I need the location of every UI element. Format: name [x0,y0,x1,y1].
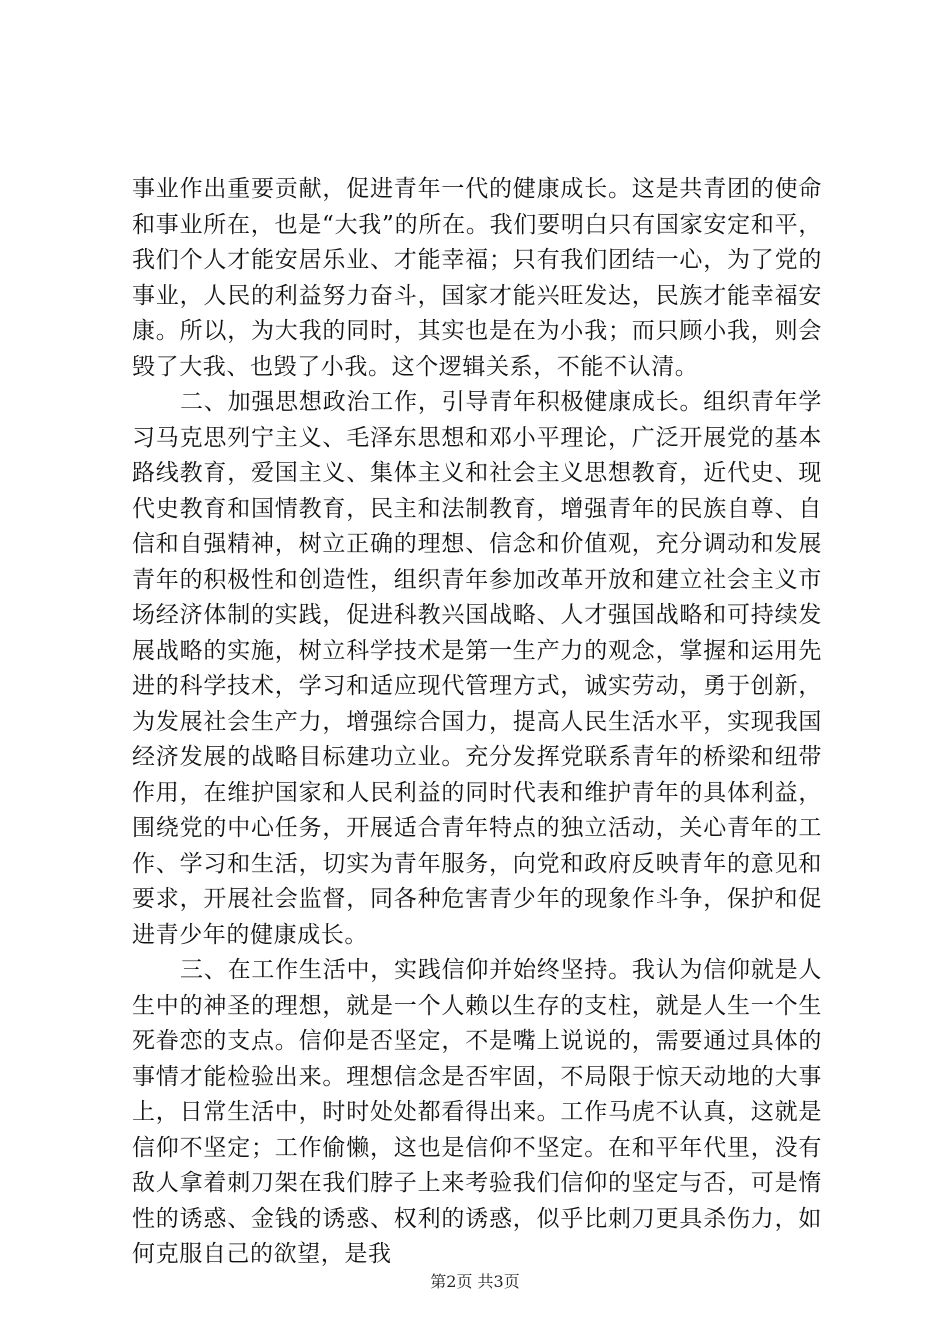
page-number-footer: 第2页 共3页 [430,1272,520,1291]
paragraph-continuation: 事业作出重要贡献，促进青年一代的健康成长。这是共青团的使命和事业所在，也是“大我”的所在。我们要明白只有国家安定和平，我们个人才能安居乐业、才能幸福；只有我们团结一心，为了党的事业，人民的利益努力奋斗，国家才能兴旺发达，民族才能幸福安康。所以，为大我的同时，其实也是在为小我；而只顾小我，则会毁了大我、也毁了小我。这个逻辑关系，不能不认清。 [132,176,822,380]
paragraph-section-two: 二、加强思想政治工作，引导青年积极健康成长。组织青年学习马克思列宁主义、毛泽东思想和邓小平理论，广泛开展党的基本路线教育，爱国主义、集体主义和社会主义思想教育，近代史、现代史教育和国情教育，民主和法制教育，增强青年的民族自尊、自信和自强精神，树立正确的理想、信念和价值观，充分调动和发展青年的积极性和创造性，组织青年参加改革开放和建立社会主义市场经济体制的实践，促进科教兴国战略、人才强国战略和可持续发展战略的实施，树立科学技术是第一生产力的观念，掌握和运用先进的科学技术，学习和适应现代管理方式，诚实劳动，勇于创新，为发展社会生产力，增强综合国力，提高人民生活水平，实现我国经济发展的战略目标建功立业。充分发挥党联系青年的桥梁和纽带作用，在维护国家和人民利益的同时代表和维护青年的具体利益，围绕党的中心任务，开展适合青年特点的独立活动，关心青年的工作、学习和生活，切实为青年服务，向党和政府反映青年的意见和要求，开展社会监督，同各种危害青少年的现象作斗争，保护和促进青少年的健康成长。 [132,389,822,948]
body-text [132,172,822,1273]
paragraph-section-three: 三、在工作生活中，实践信仰并始终坚持。我认为信仰就是人生中的神圣的理想，就是一个人赖以生存的支柱，就是人生一个生死眷恋的支点。信仰是否坚定，不是嘴上说说的，需要通过具体的事情才能检验出来。理想信念是否牢固，不局限于惊天动地的大事上，日常生活中，时时处处都看得出来。工作马虎不认真，这就是信仰不坚定；工作偷懒，这也是信仰不坚定。在和平年代里，没有敌人拿着刺刀架在我们脖子上来考验我们信仰的坚定与否，可是惰性的诱惑、金钱的诱惑、权利的诱惑，似乎比刺刀更具杀伤力，如何克服自己的欲望，是我 [132,957,822,1267]
